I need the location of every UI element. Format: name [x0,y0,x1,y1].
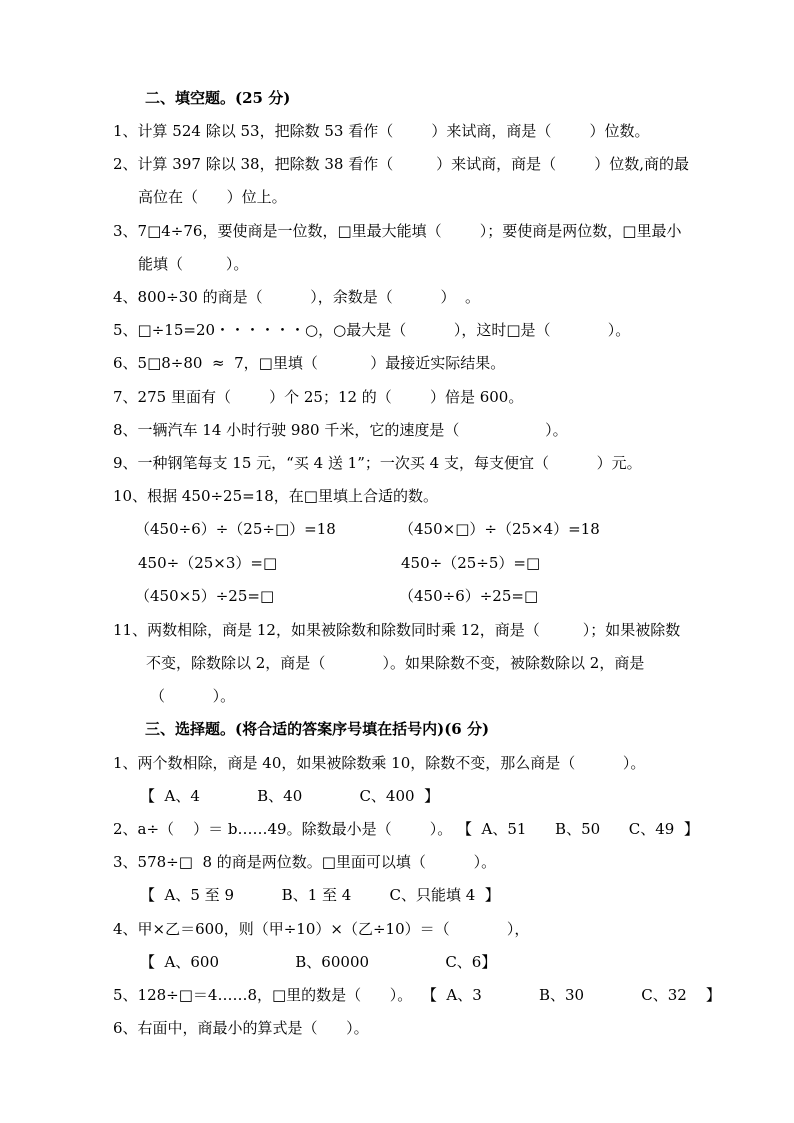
q10: 10、根据 450÷25=18，在□里填上合适的数。 [113,487,438,505]
q3: 3、7□4÷76，要使商是一位数，□里最大能填（ ）；要使商是两位数，□里最小 [113,222,682,240]
q5: 5、□÷15=20・・・・・・○，○最大是（ ），这时□是（ ）。 [113,321,631,339]
c2: 2、a÷（ ）＝ b……49。除数最小是（ ）。 【 A、51 B、50 C、49 】 [113,820,699,838]
q10-expr-6: （450÷6）÷25=□ [399,587,539,605]
c5: 5、128÷□＝4……8，□里的数是（ ）。 【 A、3 B、30 C、32 】 [113,986,721,1004]
q10-expr-2: （450×□）÷（25×4）=18 [399,520,600,538]
q2-cont: 高位在（ ）位上。 [138,188,287,206]
q9: 9、一种钢笔每支 15 元，“买 4 送 1”；一次买 4 支，每支便宜（ ）元。 [113,454,642,472]
c1-options: 【 A、4 B、40 C、400 】 [140,787,440,805]
c1: 1、两个数相除，商是 40，如果被除数乘 10，除数不变，那么商是（ ）。 [113,754,646,772]
q11: 11、两数相除，商是 12，如果被除数和除数同时乘 12，商是（ ）；如果被除数 [113,621,681,639]
q4: 4、800÷30 的商是（ ），余数是（ ） 。 [113,288,480,306]
c4: 4、甲×乙＝600，则（甲÷10）×（乙÷10）＝（ ）， [113,920,530,938]
q11-cont-1: 不变，除数除以 2，商是（ ）。如果除数不变，被除数除以 2，商是 [146,654,645,672]
q3-cont: 能填（ ）。 [138,255,249,273]
q10-expr-5: （450×5）÷25=□ [135,587,275,605]
c3-options: 【 A、5 至 9 B、1 至 4 C、只能填 4 】 [140,886,500,904]
q6: 6、5□8÷80 ≈ 7，□里填（ ）最接近实际结果。 [113,354,506,372]
choice-heading: 三、选择题。(将合适的答案序号填在括号内)(6 分) [145,720,490,738]
q11-cont-2: （ ）。 [150,687,236,705]
q10-expr-4: 450÷（25÷5）=□ [401,554,541,572]
c4-options: 【 A、600 B、60000 C、6】 [140,953,497,971]
q1: 1、计算 524 除以 53，把除数 53 看作（ ）来试商，商是（ ）位数。 [113,122,650,140]
q2: 2、计算 397 除以 38，把除数 38 看作（ ）来试商，商是（ ）位数,商的最 [113,155,690,173]
fill-heading: 二、填空题。(25 分) [145,89,291,107]
c6: 6、右面中，商最小的算式是（ ）。 [113,1019,369,1037]
q10-expr-1: （450÷6）÷（25÷□）=18 [135,520,336,538]
c3: 3、578÷□ 8 的商是两位数。□里面可以填（ ）。 [113,853,497,871]
q7: 7、275 里面有（ ）个 25；12 的（ ）倍是 600。 [113,388,524,406]
q8: 8、一辆汽车 14 小时行驶 980 千米，它的速度是（ ）。 [113,421,568,439]
q10-expr-3: 450÷（25×3）=□ [138,554,278,572]
